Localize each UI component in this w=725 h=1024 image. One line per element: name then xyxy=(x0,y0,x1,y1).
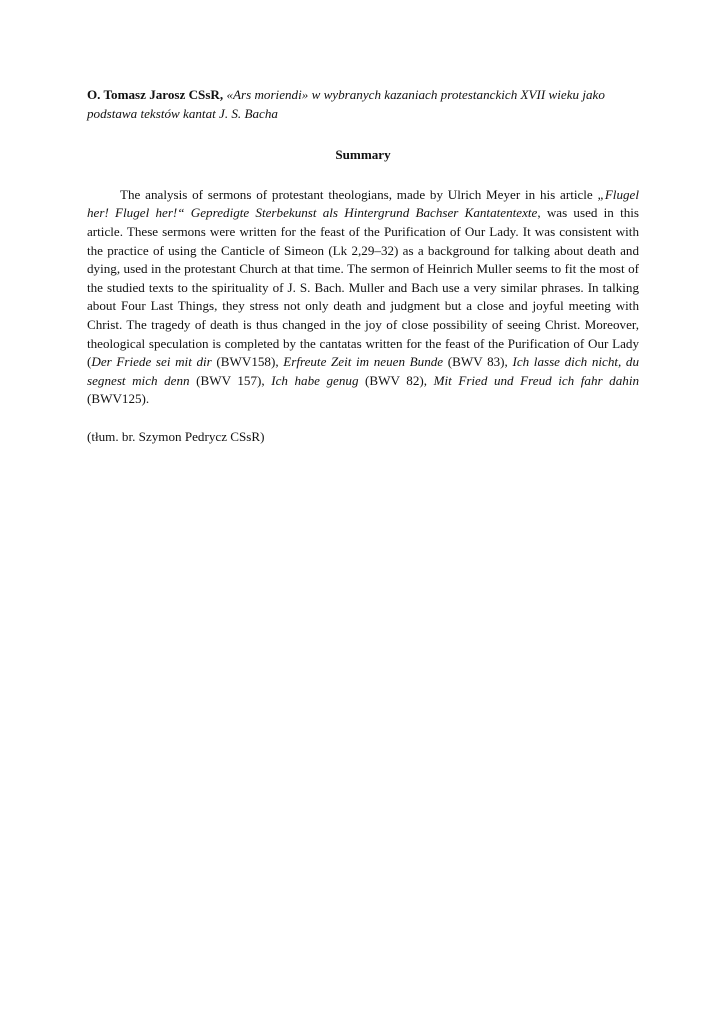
cantata-title-1: Der Friede sei mit dir xyxy=(91,354,212,370)
summary-text-1: The analysis of sermons of protestant theologians, made by Ulrich Meyer in his article xyxy=(120,186,598,202)
summary-text-2: , was used in this article. These sermons were written for the feast of the Purification of Our Lady. It was consistent with the practice of using the Canticle of Simeon (Lk 2,29–32) as a background for talking about death and dying, used in the protestant Church at that time. The sermon of Heinrich Muller seems to fit the most of the studied texts to the spirituality of J. S. Bach. Muller and Bach use a very similar phrases. In talking about Four Last Things, they stress not only death and judgment but a close and joyful meeting with Christ. The tragedy of death is thus changed in the joy of close possibility of seeing Christ. Moreover, theological speculation is completed by the cantatas written for the feast of the Purification of Our Lady ( xyxy=(87,205,639,370)
cantata-title-3: Ich lasse dich nicht, du segnest mich denn xyxy=(87,354,640,388)
cantata-ref-1: (BWV158), xyxy=(211,354,284,370)
cantata-ref-4: (BWV 82), xyxy=(358,372,434,388)
cantata-ref-2: (BWV 83), xyxy=(443,354,513,370)
summary-heading: Summary xyxy=(335,147,391,163)
summary-paragraph xyxy=(87,186,639,409)
cantata-title-2: Erfreute Zeit im neuen Bunde xyxy=(283,354,444,370)
article-header xyxy=(87,86,639,123)
cantata-title-4: Ich habe genug xyxy=(271,372,359,388)
document-page xyxy=(87,86,639,447)
cantata-ref-5: (BWV125). xyxy=(87,391,150,407)
cited-article-title: „Flugel her! Flugel her!“ Gepredigte Sterbekunst als Hintergrund Bachser Kantatentexte xyxy=(87,186,639,221)
translator-note: (tłum. br. Szymon Pedrycz CSsR) xyxy=(87,428,265,444)
article-title: «Ars moriendi» w wybranych kazaniach protestanckich XVII wieku jako podstawa tekstów kantat J. S. Bacha xyxy=(87,87,605,121)
author-name: O. Tomasz Jarosz CSsR, xyxy=(87,87,224,102)
cantata-title-5: Mit Fried und Freud ich fahr dahin xyxy=(433,372,639,388)
cantata-ref-3: (BWV 157), xyxy=(189,372,272,388)
